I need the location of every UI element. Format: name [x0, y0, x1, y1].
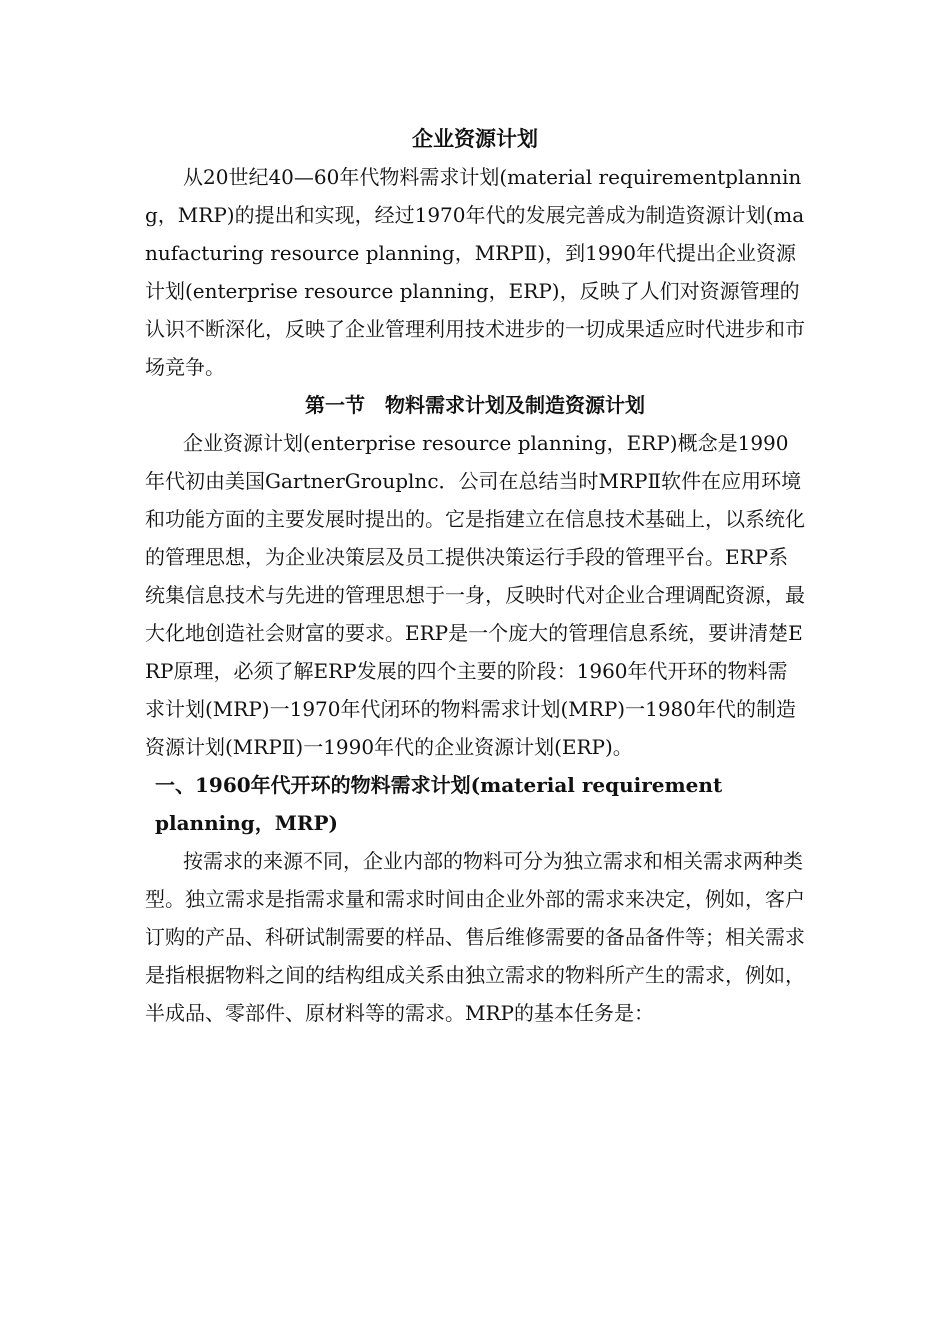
section-heading: 第一节 物料需求计划及制造资源计划 — [305, 393, 645, 417]
document-page — [145, 120, 805, 1032]
subsection-paragraph: 按需求的来源不同，企业内部的物料可分为独立需求和相关需求两种类型。独立需求是指需求量和需求时间由企业外部的需求来决定，例如，客户订购的产品、科研试制需要的样品、售后维修需要的备品备件等；相关需求是指根据物料之间的结构组成关系由独立需求的物料所产生的需求，例如，半成品、零部件、原材料等的需求。MRP的基本任务是： — [145, 849, 805, 1025]
section-paragraph: 企业资源计划(enterprise resource planning，ERP)概念是1990年代初由美国GartnerGrouplnc．公司在总结当时MRPⅡ软件在应用环境和功能方面的主要发展时提出的。它是指建立在信息技术基础上，以系统化的管理思想，为企业决策层及员工提供决策运行手段的管理平台。ERP系统集信息技术与先进的管理思想于一身，反映时代对企业合理调配资源，最大化地创造社会财富的要求。ERP是一个庞大的管理信息系统，要讲清楚ERP原理，必须了解ERP发展的四个主要的阶段：1960年代开环的物料需求计划(MRP)一1970年代闭环的物料需求计划(MRP)一1980年代的制造资源计划(MRPⅡ)一1990年代的企业资源计划(ERP)。 — [145, 431, 805, 759]
intro-paragraph: 从20世纪40—60年代物料需求计划(material requirementplanning，MRP)的提出和实现，经过1970年代的发展完善成为制造资源计划(manufacturing resource planning，MRPⅡ)，到1990年代提出企业资源计划(enterprise resource planning，ERP)，反映了人们对资源管理的认识不断深化，反映了企业管理利用技术进步的一切成果适应时代进步和市场竞争。 — [145, 165, 805, 379]
subsection-heading: 一、1960年代开环的物料需求计划(material requirement planning，MRP) — [155, 773, 723, 835]
document-title: 企业资源计划 — [412, 126, 538, 151]
